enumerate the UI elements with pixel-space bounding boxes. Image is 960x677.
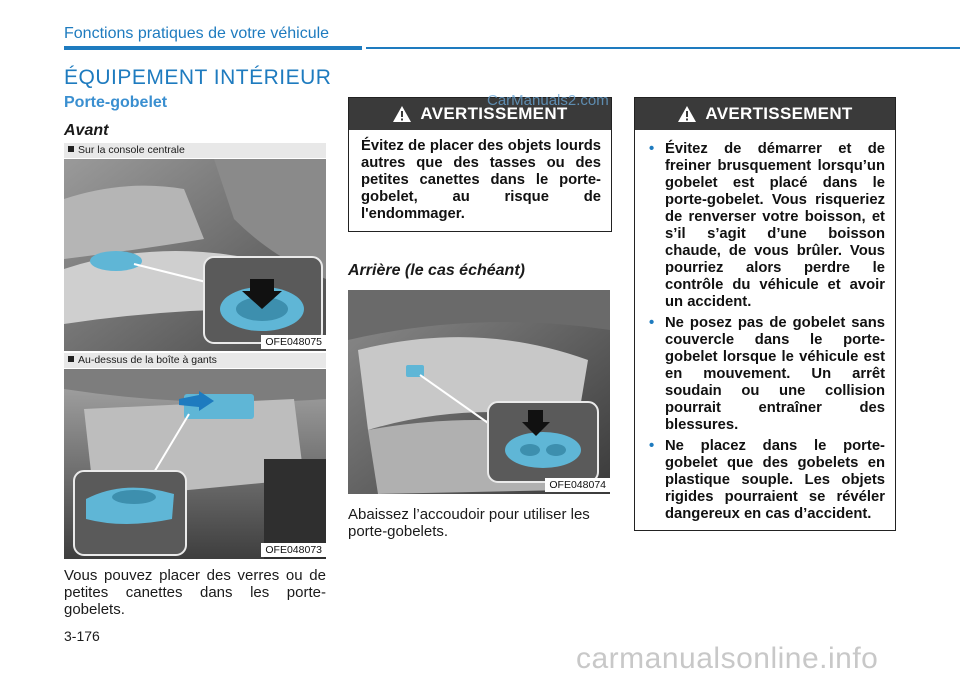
watermark-top: CarManuals2.com xyxy=(487,92,609,109)
warning-item-text: Ne placez dans le porte-gobelet que des gobelets en plastique souple. Les objets rigides pourraient se révéler dangereux en cas d’accident. xyxy=(665,438,885,522)
warning-text: Évitez de placer des objets lourds autres que des tasses ou des petites canettes dans le porte-gobelet, au risque de l'endommager. xyxy=(361,138,601,222)
header-rule xyxy=(64,46,362,50)
front-body-text: Vous pouvez placer des verres ou de petites canettes dans les porte-gobelets. xyxy=(64,567,326,618)
figure-code: OFE048074 xyxy=(545,478,610,492)
bullet-dot-icon: • xyxy=(649,141,655,157)
page-number: 3-176 xyxy=(64,628,100,644)
rear-heading: Arrière (le cas échéant) xyxy=(348,262,525,279)
figure-caption-glovebox xyxy=(64,353,326,368)
warning-item xyxy=(647,141,885,311)
glovebox-cupholder-photo xyxy=(64,369,326,559)
warning-list-container xyxy=(635,130,895,534)
subsection-title: Porte-gobelet xyxy=(64,94,168,111)
header-rule-thin xyxy=(366,47,960,49)
warning-title: AVERTISSEMENT xyxy=(705,104,853,123)
bullet-dot-icon: • xyxy=(649,438,655,454)
caption-text: Au-dessus de la boîte à gants xyxy=(78,354,217,366)
warning-triangle-icon xyxy=(392,105,412,123)
warning-header xyxy=(635,98,895,130)
figure-code: OFE048073 xyxy=(261,543,326,557)
warning-triangle-icon xyxy=(677,105,697,123)
warning-item xyxy=(647,438,885,523)
caption-text: Sur la console centrale xyxy=(78,144,185,156)
figure-caption-console xyxy=(64,143,326,158)
warning-box-1 xyxy=(348,97,612,232)
warning-item xyxy=(647,315,885,434)
console-cupholder-photo xyxy=(64,159,326,351)
watermark-bottom: carmanualsonline.info xyxy=(576,642,879,675)
front-heading: Avant xyxy=(64,122,109,139)
chapter-title: Fonctions pratiques de votre véhicule xyxy=(64,25,330,42)
warning-list xyxy=(647,141,885,523)
bullet-square-icon xyxy=(68,146,74,152)
bullet-square-icon xyxy=(68,356,74,362)
rear-cupholder-photo xyxy=(348,290,610,494)
rear-body-text: Abaissez l’accoudoir pour utiliser les porte-gobelets. xyxy=(348,506,590,540)
section-title: ÉQUIPEMENT INTÉRIEUR xyxy=(64,66,332,89)
warning-box-2 xyxy=(634,97,896,531)
warning-title: AVERTISSEMENT xyxy=(420,104,568,123)
figure-code: OFE048075 xyxy=(261,335,326,349)
bullet-dot-icon: • xyxy=(649,315,655,331)
warning-item-text: Ne posez pas de gobelet sans couvercle dans le porte-gobelet lorsque le véhicule est en mouvement. Un arrêt soudain ou une collision pourrait entraîner des blessures. xyxy=(665,315,885,433)
warning-item-text: Évitez de démarrer et de freiner brusquement lorsqu’un gobelet est placé dans le porte-gobelet. Vous risqueriez de renverser votre boisson, et s’il s’agit d’une boisson chaude, de vous brûler. Vous pourriez alors perdre le contrôle du véhicule et avoir un accident. xyxy=(665,141,885,310)
